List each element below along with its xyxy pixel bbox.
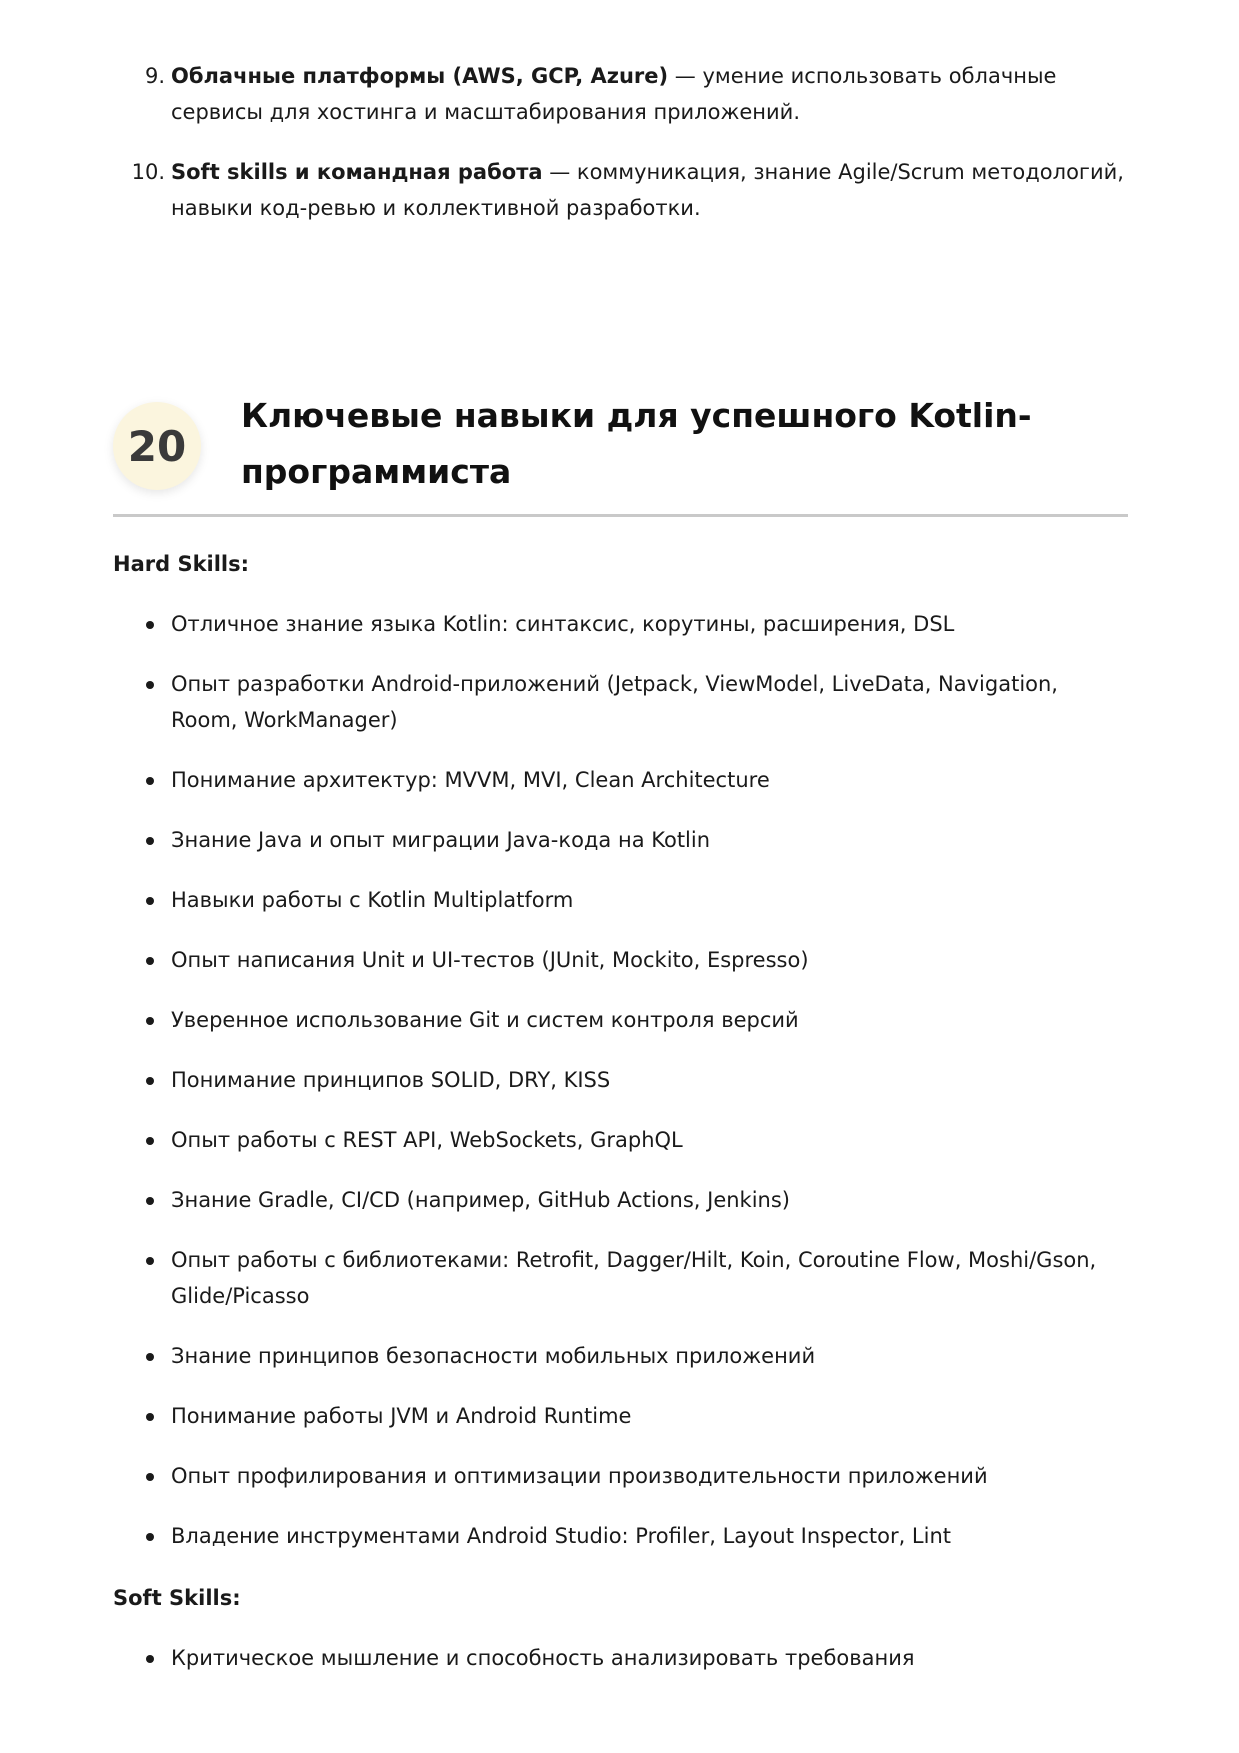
list-item: Знание принципов безопасности мобильных приложений	[171, 1338, 1131, 1374]
list-item: Владение инструментами Android Studio: Profiler, Layout Inspector, Lint	[171, 1518, 1131, 1554]
list-item: Опыт разработки Android-приложений (Jetpack, ViewModel, LiveData, Navigation, Room, WorkManager)	[171, 666, 1131, 738]
item-bold-text: Soft skills и командная работа	[171, 160, 543, 184]
numbered-list	[131, 58, 1131, 250]
soft-skills-heading: Soft Skills:	[113, 1586, 241, 1610]
item-number: 10.	[131, 160, 165, 184]
list-item: Знание Java и опыт миграции Java-кода на Kotlin	[171, 822, 1131, 858]
list-item: Знание Gradle, CI/CD (например, GitHub Actions, Jenkins)	[171, 1182, 1131, 1218]
list-item: Опыт работы с REST API, WebSockets, GraphQL	[171, 1122, 1131, 1158]
list-item: Понимание архитектур: MVVM, MVI, Clean Architecture	[171, 762, 1131, 798]
list-item: Понимание принципов SOLID, DRY, KISS	[171, 1062, 1131, 1098]
list-item: Критическое мышление и способность анализировать требования	[171, 1640, 1131, 1676]
section-title: Ключевые навыки для успешного Kotlin-программиста	[241, 396, 1032, 491]
soft-skills-list	[171, 1640, 1131, 1700]
list-item: Опыт написания Unit и UI-тестов (JUnit, Mockito, Espresso)	[171, 942, 1131, 978]
section-number-badge: 20	[113, 402, 201, 490]
numbered-item	[131, 154, 1131, 226]
list-item: Понимание работы JVM и Android Runtime	[171, 1398, 1131, 1434]
item-bold-text: Облачные платформы (AWS, GCP, Azure)	[171, 64, 669, 88]
list-item: Отличное знание языка Kotlin: синтаксис, корутины, расширения, DSL	[171, 606, 1131, 642]
list-item: Навыки работы с Kotlin Multiplatform	[171, 882, 1131, 918]
section-header	[113, 390, 1128, 517]
list-item: Опыт профилирования и оптимизации производительности приложений	[171, 1458, 1131, 1494]
numbered-item	[144, 58, 1131, 130]
item-text: — умение использовать облачные сервисы для хостинга и масштабирования приложений.	[171, 64, 1057, 124]
item-number: 9.	[144, 64, 165, 88]
list-item: Опыт работы с библиотеками: Retrofit, Dagger/Hilt, Koin, Coroutine Flow, Moshi/Gson, Glide/Picasso	[171, 1242, 1131, 1314]
item-text: — коммуникация, знание Agile/Scrum методологий, навыки код-ревью и коллективной разработки.	[171, 160, 1124, 220]
hard-skills-list	[171, 606, 1131, 1578]
hard-skills-heading: Hard Skills:	[113, 552, 250, 576]
list-item: Уверенное использование Git и систем контроля версий	[171, 1002, 1131, 1038]
